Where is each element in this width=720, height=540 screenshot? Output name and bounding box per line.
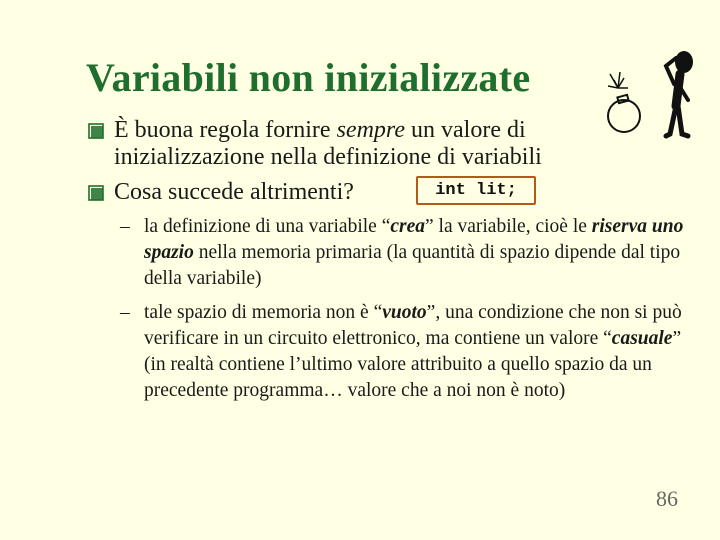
emphasis-vuoto: vuoto xyxy=(382,302,427,323)
checkbox-square-icon xyxy=(88,123,104,139)
slide-title: Variabili non inizializzate xyxy=(86,55,531,100)
emphasis-casuale: casuale xyxy=(611,328,673,349)
dash-marker: – xyxy=(120,216,130,237)
sub-bullet-text-2: tale spazio di memoria non è “vuoto”, una condizione che non si può verificare in un circuito elettronico, ma contiene un valore “casuale” (in realtà contiene l’ultimo valore attribuito a quello spazio da un precedente programma… valore che a noi non è noto) xyxy=(144,302,682,401)
emphasis-sempre: sempre xyxy=(336,117,406,143)
code-snippet-box: int lit; xyxy=(416,176,536,205)
page-number: 86 xyxy=(656,486,678,511)
bullet-text-2: Cosa succede altrimenti? xyxy=(114,179,354,205)
checkbox-square-icon xyxy=(88,185,104,201)
emphasis-crea: crea xyxy=(390,216,426,237)
bullet-text-1: È buona regola fornire sempre un valore di inizializzazione nella definizione di variabili xyxy=(114,117,542,170)
sub-bullet-text-1: la definizione di una variabile “crea” la variabile, cioè le riserva uno spazio nella memoria primaria (la quantità di spazio dipende dal tipo della variabile) xyxy=(144,216,684,289)
emphasis-riserva: riserva uno spazio xyxy=(144,216,684,263)
stick-figure-bomb-icon xyxy=(596,44,706,144)
dash-marker: – xyxy=(120,302,130,323)
